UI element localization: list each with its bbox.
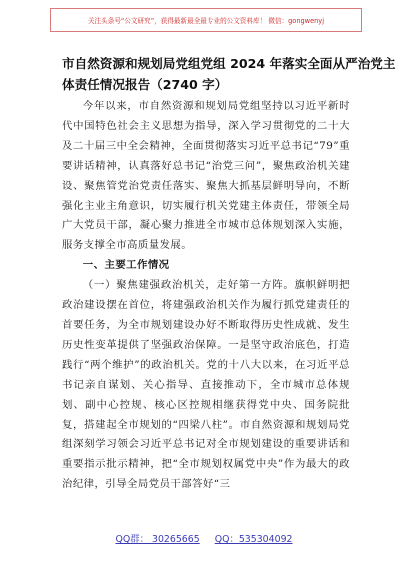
intro-paragraph: 今年以来，市自然资源和规划局党组坚持以习近平新时代中国特色社会主义思想为指导，深入学习贯彻党的二十大及二十届三中全会精神，全面贯彻落实习近平总书记“79”重要讲话精神，认真落好总书记“治党三问”，聚焦政治机关建设、聚焦管党治党责任落实、聚焦大抓基层鲜明导向，不断强化主业主角意识，切实履行机关党建主体责任，带领全局广大党员干部，凝心聚力推进全市城市总体规划深入实施，服务支撑全市高质量发展。 — [62, 100, 350, 252]
title-line-2: 体责任情况报告（2740 字） — [62, 77, 228, 92]
document-title — [62, 53, 396, 95]
qq-group-link[interactable]: QQ群： 30265665 — [115, 534, 200, 545]
section-heading: 一、主要工作情况 — [82, 259, 170, 272]
title-line-1: 市自然资源和规划局党组党组 2024 年落实全面从严治党主 — [62, 56, 396, 71]
document-body — [62, 97, 350, 495]
qq-contact-link[interactable]: QQ：535304092 — [214, 534, 293, 545]
section-paragraph: （一）聚焦建强政治机关，走好第一方阵。旗帜鲜明把政治建设摆在首位，将建强政治机关作为履行抓党建责任的首要任务，为全市规划建设办好不断取得历史性成就、发生历史性变革提供了坚强政治保障。一是坚守政治底色，打造践行“两个维护”的政治机关。党的十八大以来，在习近平总书记亲自谋划、关心指导、直接推动下，全市城市总体规划、副中心控规、核心区控规相继获得党中央、国务院批复，搭建起全市规划的“四梁八柱”。市自然资源和规划局党组深刻学习领会习近平总书记对全市规划建设的重要讲话和重要指示批示精神，把“全市规划权属党中央”作为最大的政治纪律，引导全局党员干部答好“三 — [62, 279, 350, 491]
promo-banner: 关注头条号“公文研究”，获得最新最全最专业的公文资料库！ 微信：gongwenyj — [50, 8, 362, 32]
contact-footer — [0, 531, 408, 545]
